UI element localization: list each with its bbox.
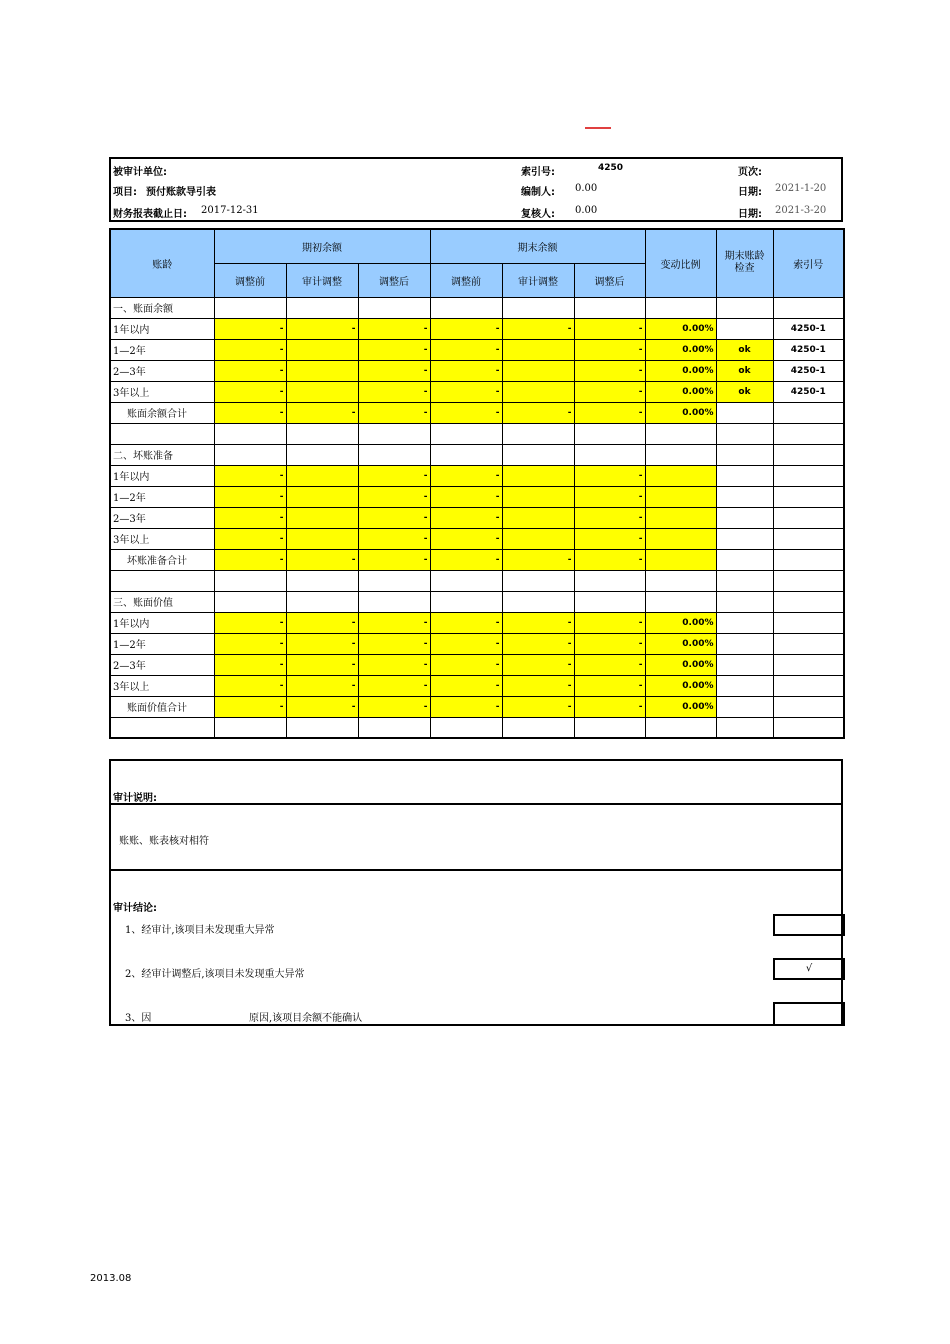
empty-cell (358, 591, 430, 612)
amount-cell: - (358, 528, 430, 549)
empty-cell (574, 444, 645, 465)
blank-row (110, 423, 844, 444)
empty-cell (574, 591, 645, 612)
sub-header: 调整后 (574, 263, 645, 297)
empty-cell (645, 444, 716, 465)
amount-cell (286, 486, 358, 507)
conclusion-3a: 3、因 (125, 1013, 152, 1024)
empty-cell (716, 591, 773, 612)
total-amount: - (430, 696, 502, 717)
sub-header: 调整后 (358, 263, 430, 297)
total-amount: - (430, 549, 502, 570)
amount-cell: - (214, 633, 286, 654)
section-title-row (110, 297, 844, 318)
change-pct: 0.00% (645, 339, 716, 360)
aging-check (716, 675, 773, 696)
amount-cell: - (574, 381, 645, 402)
amount-cell (286, 339, 358, 360)
amount-cell: - (430, 465, 502, 486)
amount-cell (502, 486, 574, 507)
amount-cell: - (502, 675, 574, 696)
row-label: 2—3年 (110, 507, 214, 528)
amount-cell: - (430, 339, 502, 360)
amount-cell: - (358, 507, 430, 528)
empty-cell (358, 717, 430, 738)
amount-cell: - (214, 339, 286, 360)
amount-cell: - (574, 675, 645, 696)
project-label: 项目: (113, 187, 137, 198)
empty-cell (773, 696, 844, 717)
sub-header: 调整前 (430, 263, 502, 297)
amount-cell: - (430, 612, 502, 633)
amount-cell: - (574, 360, 645, 381)
row-label: 1—2年 (110, 633, 214, 654)
amount-cell (286, 465, 358, 486)
empty-cell (286, 297, 358, 318)
total-amount: - (502, 549, 574, 570)
aging-check: ok (716, 360, 773, 381)
table-row (110, 339, 844, 360)
period-label: 财务报表截止日: (113, 209, 187, 220)
amount-cell: - (502, 633, 574, 654)
index-ref (773, 486, 844, 507)
empty-cell (502, 297, 574, 318)
amount-cell: - (430, 528, 502, 549)
opening-header: 期初余额 (214, 229, 430, 263)
section-title: 三、账面价值 (110, 591, 214, 612)
empty-cell (773, 297, 844, 318)
empty-cell (110, 570, 214, 591)
amount-cell: - (574, 633, 645, 654)
empty-cell (502, 423, 574, 444)
conclusion-2: 2、经审计调整后,该项目未发现重大异常 (125, 969, 305, 980)
reviewer-value: 0.00 (575, 205, 598, 216)
total-label: 账面余额合计 (110, 402, 214, 423)
amount-cell: - (358, 318, 430, 339)
table-row (110, 675, 844, 696)
empty-cell (286, 570, 358, 591)
header-block (109, 157, 843, 222)
amount-cell: - (286, 654, 358, 675)
row-label: 1—2年 (110, 339, 214, 360)
amount-cell: - (430, 318, 502, 339)
aging-check (716, 486, 773, 507)
footer-version: 2013.08 (90, 1273, 132, 1284)
page-label: 页次: (738, 167, 762, 178)
amount-cell (286, 528, 358, 549)
amount-cell: - (214, 675, 286, 696)
empty-cell (430, 297, 502, 318)
empty-cell (358, 570, 430, 591)
red-mark (585, 127, 611, 129)
aging-check: ok (716, 339, 773, 360)
empty-cell (773, 444, 844, 465)
amount-cell (502, 507, 574, 528)
amount-cell: - (574, 528, 645, 549)
index-label: 索引号: (521, 167, 555, 178)
amount-cell: - (430, 654, 502, 675)
index-ref (773, 612, 844, 633)
explain-text: 账账、账表核对相符 (119, 836, 209, 847)
reviewer-label: 复核人: (521, 209, 555, 220)
index-value: 4250 (598, 163, 624, 173)
period-value: 2017-12-31 (201, 205, 259, 216)
amount-cell: - (430, 486, 502, 507)
empty-cell (502, 717, 574, 738)
blank-row (110, 570, 844, 591)
table-row (110, 318, 844, 339)
amount-cell: - (358, 486, 430, 507)
empty-cell (286, 717, 358, 738)
empty-cell (358, 444, 430, 465)
row-label: 1—2年 (110, 486, 214, 507)
empty-cell (716, 717, 773, 738)
aging-check (716, 318, 773, 339)
conclusion-3-box[interactable] (773, 1002, 845, 1026)
empty-cell (286, 423, 358, 444)
total-amount: - (358, 549, 430, 570)
preparer-value: 0.00 (575, 183, 598, 194)
notes-block (109, 759, 843, 1026)
empty-cell (214, 570, 286, 591)
amount-cell: - (502, 654, 574, 675)
sub-header: 审计调整 (286, 263, 358, 297)
index-ref: 4250-1 (773, 360, 844, 381)
amount-cell: - (358, 465, 430, 486)
conclusion-1-box[interactable] (773, 914, 845, 936)
conclusion-3b: 原因,该项目余额不能确认 (249, 1013, 363, 1024)
row-label: 3年以上 (110, 528, 214, 549)
amount-cell: - (574, 612, 645, 633)
aging-check (716, 507, 773, 528)
total-amount: - (214, 402, 286, 423)
empty-cell (430, 444, 502, 465)
sub-header: 审计调整 (502, 263, 574, 297)
index-ref: 4250-1 (773, 381, 844, 402)
change-pct: 0.00% (645, 654, 716, 675)
row-label: 2—3年 (110, 360, 214, 381)
amount-cell (502, 528, 574, 549)
empty-cell (574, 297, 645, 318)
amount-cell: - (358, 339, 430, 360)
total-amount: - (286, 696, 358, 717)
table-row (110, 654, 844, 675)
change-pct: 0.00% (645, 360, 716, 381)
amount-cell: - (574, 507, 645, 528)
empty-cell (430, 423, 502, 444)
total-amount: - (214, 696, 286, 717)
change-pct: 0.00% (645, 318, 716, 339)
index-ref: 4250-1 (773, 339, 844, 360)
conclusion-1: 1、经审计,该项目未发现重大异常 (125, 925, 275, 936)
index-ref (773, 633, 844, 654)
change-header: 变动比例 (645, 229, 716, 297)
table-row (110, 528, 844, 549)
row-label: 1年以内 (110, 318, 214, 339)
amount-cell: - (574, 465, 645, 486)
amount-cell: - (286, 612, 358, 633)
empty-cell (716, 549, 773, 570)
empty-cell (773, 717, 844, 738)
aging-check-header: 期末账龄检查 (716, 229, 773, 297)
amount-cell: - (286, 633, 358, 654)
amount-cell: - (214, 528, 286, 549)
amount-cell: - (214, 381, 286, 402)
amount-cell: - (358, 654, 430, 675)
empty-cell (502, 570, 574, 591)
amount-cell (502, 339, 574, 360)
amount-cell: - (286, 318, 358, 339)
aging-check (716, 612, 773, 633)
total-amount: - (502, 402, 574, 423)
amount-cell: - (574, 486, 645, 507)
empty-cell (286, 591, 358, 612)
total-row (110, 549, 844, 570)
total-pct: 0.00% (645, 696, 716, 717)
row-label: 3年以上 (110, 381, 214, 402)
index-ref (773, 675, 844, 696)
aging-header: 账龄 (110, 229, 214, 297)
total-amount: - (574, 402, 645, 423)
total-pct: 0.00% (645, 402, 716, 423)
date2-value: 2021-3-20 (775, 205, 827, 216)
change-pct (645, 465, 716, 486)
empty-cell (574, 423, 645, 444)
empty-cell (214, 717, 286, 738)
amount-cell (286, 360, 358, 381)
amount-cell: - (358, 381, 430, 402)
empty-cell (214, 591, 286, 612)
divider (111, 869, 841, 871)
empty-cell (214, 444, 286, 465)
amount-cell: - (214, 507, 286, 528)
empty-cell (286, 444, 358, 465)
table-row (110, 360, 844, 381)
total-amount: - (502, 696, 574, 717)
amount-cell: - (502, 612, 574, 633)
empty-cell (716, 297, 773, 318)
index-ref (773, 507, 844, 528)
section-title-row (110, 444, 844, 465)
total-pct (645, 549, 716, 570)
section-title: 二、坏账准备 (110, 444, 214, 465)
empty-cell (430, 591, 502, 612)
change-pct: 0.00% (645, 612, 716, 633)
change-pct: 0.00% (645, 633, 716, 654)
conclusion-2-box[interactable]: √ (773, 958, 845, 980)
change-pct (645, 528, 716, 549)
aging-check (716, 633, 773, 654)
blank-row (110, 717, 844, 738)
total-amount: - (358, 696, 430, 717)
amount-cell: - (286, 675, 358, 696)
amount-cell (502, 360, 574, 381)
amount-cell: - (430, 381, 502, 402)
amount-cell (502, 465, 574, 486)
table-row (110, 612, 844, 633)
table-row (110, 507, 844, 528)
amount-cell: - (214, 465, 286, 486)
aging-check (716, 465, 773, 486)
amount-cell: - (214, 360, 286, 381)
empty-cell (716, 423, 773, 444)
empty-cell (110, 717, 214, 738)
total-amount: - (286, 402, 358, 423)
empty-cell (645, 297, 716, 318)
empty-cell (574, 717, 645, 738)
empty-cell (716, 402, 773, 423)
index-ref: 4250-1 (773, 318, 844, 339)
total-label: 坏账准备合计 (110, 549, 214, 570)
preparer-label: 编制人: (521, 187, 555, 198)
empty-cell (645, 717, 716, 738)
empty-cell (574, 570, 645, 591)
index-ref (773, 654, 844, 675)
empty-cell (645, 591, 716, 612)
date1-value: 2021-1-20 (775, 183, 827, 194)
empty-cell (502, 591, 574, 612)
change-pct: 0.00% (645, 675, 716, 696)
total-amount: - (574, 549, 645, 570)
amount-cell: - (358, 360, 430, 381)
total-label: 账面价值合计 (110, 696, 214, 717)
date1-label: 日期: (738, 187, 762, 198)
empty-cell (645, 570, 716, 591)
amount-cell: - (502, 318, 574, 339)
date2-label: 日期: (738, 209, 762, 220)
change-pct (645, 507, 716, 528)
change-pct (645, 486, 716, 507)
amount-cell: - (574, 318, 645, 339)
amount-cell: - (214, 654, 286, 675)
amount-cell: - (214, 486, 286, 507)
empty-cell (773, 591, 844, 612)
aging-table (109, 228, 845, 739)
total-row (110, 402, 844, 423)
section-title-row (110, 591, 844, 612)
amount-cell (286, 507, 358, 528)
amount-cell: - (430, 633, 502, 654)
total-amount: - (214, 549, 286, 570)
empty-cell (773, 402, 844, 423)
empty-cell (430, 717, 502, 738)
total-amount: - (574, 696, 645, 717)
empty-cell (430, 570, 502, 591)
row-label: 2—3年 (110, 654, 214, 675)
row-label: 1年以内 (110, 465, 214, 486)
total-row (110, 696, 844, 717)
amount-cell: - (358, 612, 430, 633)
empty-cell (716, 696, 773, 717)
project-value: 预付账款导引表 (146, 187, 216, 198)
total-amount: - (358, 402, 430, 423)
divider (111, 803, 841, 805)
index-ref (773, 465, 844, 486)
amount-cell: - (430, 675, 502, 696)
conclusion-label: 审计结论: (113, 903, 157, 914)
empty-cell (502, 444, 574, 465)
total-amount: - (430, 402, 502, 423)
amount-cell: - (214, 318, 286, 339)
amount-cell (502, 381, 574, 402)
empty-cell (773, 570, 844, 591)
row-label: 3年以上 (110, 675, 214, 696)
total-amount: - (286, 549, 358, 570)
amount-cell (286, 381, 358, 402)
empty-cell (716, 444, 773, 465)
entity-label: 被审计单位: (113, 167, 167, 178)
table-row (110, 486, 844, 507)
aging-check (716, 654, 773, 675)
section-title: 一、账面余额 (110, 297, 214, 318)
amount-cell: - (214, 612, 286, 633)
empty-cell (110, 423, 214, 444)
empty-cell (214, 297, 286, 318)
sub-header: 调整前 (214, 263, 286, 297)
amount-cell: - (574, 654, 645, 675)
table-row (110, 465, 844, 486)
amount-cell: - (430, 507, 502, 528)
table-row (110, 633, 844, 654)
closing-header: 期末余额 (430, 229, 645, 263)
empty-cell (773, 549, 844, 570)
aging-check: ok (716, 381, 773, 402)
empty-cell (716, 570, 773, 591)
empty-cell (645, 423, 716, 444)
empty-cell (773, 423, 844, 444)
amount-cell: - (430, 360, 502, 381)
amount-cell: - (358, 633, 430, 654)
table-row (110, 381, 844, 402)
amount-cell: - (358, 675, 430, 696)
index-header: 索引号 (773, 229, 844, 297)
empty-cell (214, 423, 286, 444)
row-label: 1年以内 (110, 612, 214, 633)
aging-check (716, 528, 773, 549)
explain-label: 审计说明: (113, 793, 157, 804)
amount-cell: - (574, 339, 645, 360)
empty-cell (358, 423, 430, 444)
change-pct: 0.00% (645, 381, 716, 402)
index-ref (773, 528, 844, 549)
empty-cell (358, 297, 430, 318)
